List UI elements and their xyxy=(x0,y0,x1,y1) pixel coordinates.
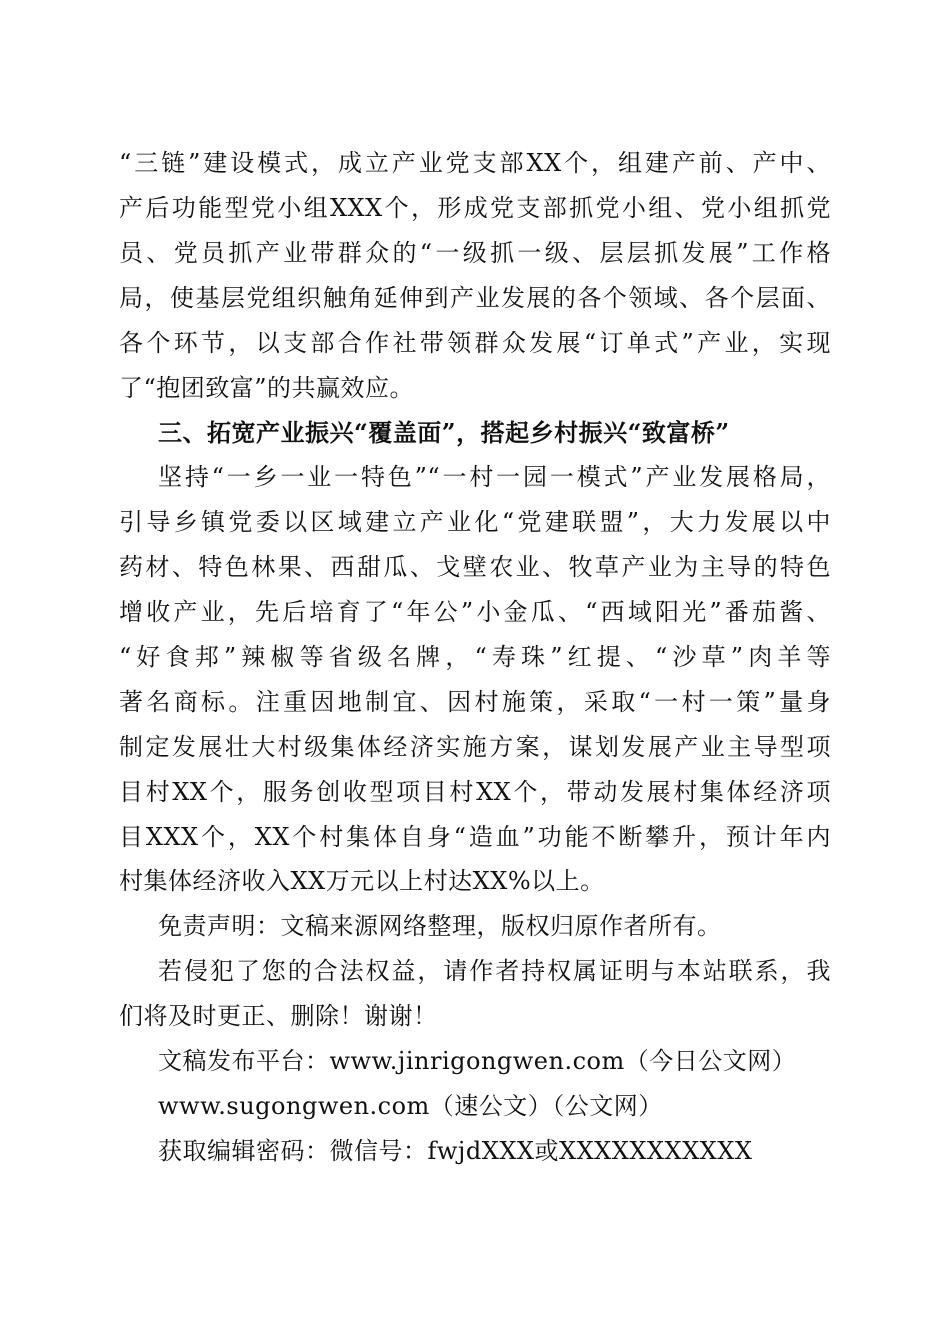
paragraph-line: 村集体经济收入XX万元以上村达XX%以上。 xyxy=(119,867,605,895)
paragraph-line: “好食邦”辣椒等省级名牌，“寿珠”红提、“沙草”肉羊等 xyxy=(119,643,831,671)
paragraph-line: 各个环节，以支部合作社带领群众发展“订单式”产业，实现 xyxy=(119,329,831,357)
paragraph-line: 员、党员抓产业带群众的“一级抓一级、层层抓发展”工作格 xyxy=(119,239,831,267)
password-line: 获取编辑密码：微信号：fwjdXXX或XXXXXXXXXXX xyxy=(158,1137,753,1165)
disclaimer-line: 们将及时更正、删除！谢谢！ xyxy=(119,1002,438,1030)
paragraph-line: 了“抱团致富”的共赢效应。 xyxy=(119,374,415,402)
paragraph-line: 制定发展壮大村级集体经济实施方案，谋划发展产业主导型项 xyxy=(119,733,831,761)
paragraph-line: 目村XX个，服务创收型项目村XX个，带动发展村集体经济项 xyxy=(119,778,831,806)
disclaimer-line: 免责声明：文稿来源网络整理，版权归原作者所有。 xyxy=(158,912,722,940)
paragraph-line: 坚持“一乡一业一特色”“一村一园一模式”产业发展格局， xyxy=(158,463,831,491)
paragraph-line: 产后功能型党小组XXX个，形成党支部抓党小组、党小组抓党 xyxy=(119,194,831,222)
paragraph-line: 增收产业，先后培育了“年公”小金瓜、“西域阳光”番茄酱、 xyxy=(119,598,831,626)
website-line: www.sugongwen.com（速公文）（公文网） xyxy=(158,1092,663,1120)
paragraph-line: 著名商标。注重因地制宜、因村施策，采取“一村一策”量身 xyxy=(119,688,831,716)
section-heading: 三、拓宽产业振兴“覆盖面”，搭起乡村振兴“致富桥” xyxy=(158,418,730,447)
paragraph-line: 引导乡镇党委以区域建立产业化“党建联盟”，大力发展以中 xyxy=(119,508,831,536)
disclaimer-line: 若侵犯了您的合法权益，请作者持权属证明与本站联系，我 xyxy=(158,957,831,985)
paragraph-line: 局，使基层党组织触角延伸到产业发展的各个领域、各个层面、 xyxy=(119,284,831,312)
paragraph-line: 药材、特色林果、西甜瓜、戈壁农业、牧草产业为主导的特色 xyxy=(119,553,831,581)
paragraph-line: “三链”建设模式，成立产业党支部XX个，组建产前、产中、 xyxy=(119,149,831,177)
paragraph-line: 目XXX个，XX个村集体自身“造血”功能不断攀升，预计年内 xyxy=(119,823,831,851)
publish-platform-line: 文稿发布平台：www.jinrigongwen.com（今日公文网） xyxy=(158,1047,797,1075)
